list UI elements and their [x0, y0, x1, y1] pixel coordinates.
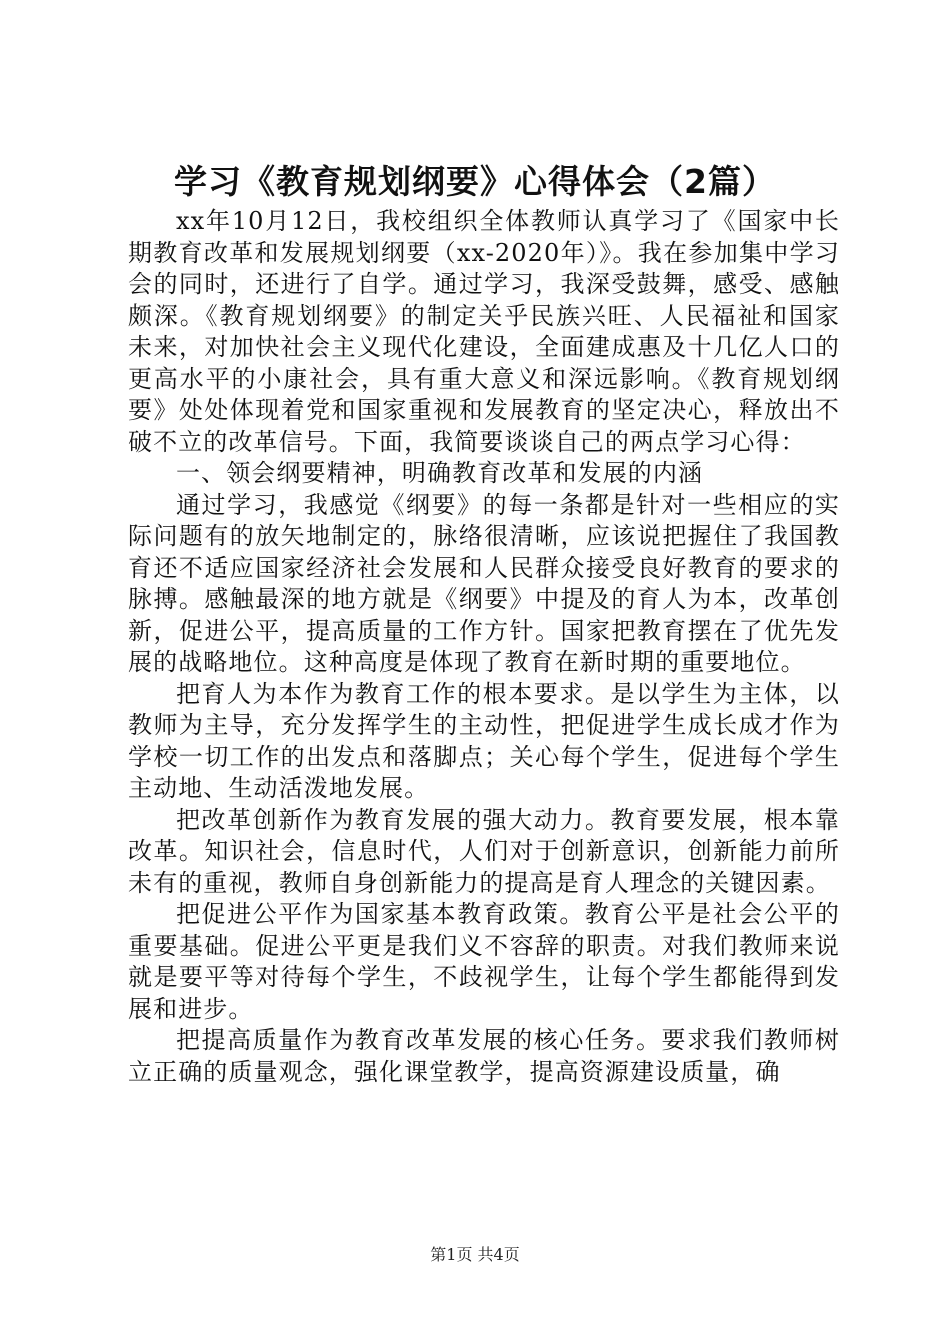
paragraph-tigao-zhiliang: 把提高质量作为教育改革发展的核心任务。要求我们教师树立正确的质量观念，强化课堂教学，提高资源建设质量，确: [128, 1026, 840, 1086]
page-footer: 第1页 共4页: [430, 1245, 520, 1264]
document-title: 学习《教育规划纲要》心得体会（2篇）: [174, 162, 776, 201]
paragraph-yuren-weiben: 把育人为本作为教育工作的根本要求。是以学生为主体，以教师为主导，充分发挥学生的主动性，把促进学生成长成才作为学校一切工作的出发点和落脚点；关心每个学生，促进每个学生主动地、生动活泼地发展。: [128, 679, 840, 802]
paragraph-section-1: 通过学习，我感觉《纲要》的每一条都是针对一些相应的实际问题有的放矢地制定的，脉络很清晰，应该说把握住了我国教育还不适应国家经济社会发展和人民群众接受良好教育的要求的脉搏。感触最深的地方就是《纲要》中提及的育人为本，改革创新，促进公平，提高质量的工作方针。国家把教育摆在了优先发展的战略地位。这种高度是体现了教育在新时期的重要地位。: [128, 490, 840, 676]
paragraph-gaige-chuangxin: 把改革创新作为教育发展的强大动力。教育要发展，根本靠改革。知识社会，信息时代，人们对于创新意识，创新能力前所未有的重视，教师自身创新能力的提高是育人理念的关键因素。: [128, 805, 840, 897]
paragraph-intro: xx年10月12日，我校组织全体教师认真学习了《国家中长期教育改革和发展规划纲要（xx-2020年）》。我在参加集中学习会的同时，还进行了自学。通过学习，我深受鼓舞，感受、感触颇深。《教育规划纲要》的制定关乎民族兴旺、人民福祉和国家未来，对加快社会主义现代化建设，全面建成惠及十几亿人口的更高水平的小康社会，具有重大意义和深远影响。《教育规划纲要》处处体现着党和国家重视和发展教育的坚定决心，释放出不破不立的改革信号。下面，我简要谈谈自己的两点学习心得：: [128, 207, 840, 456]
paragraph-cujin-gongping: 把促进公平作为国家基本教育政策。教育公平是社会公平的重要基础。促进公平更是我们义不容辞的职责。对我们教师来说就是要平等对待每个学生，不歧视学生，让每个学生都能得到发展和进步。: [128, 900, 840, 1023]
document-body: [128, 206, 840, 1088]
section-heading-1: 一、领会纲要精神，明确教育改革和发展的内涵: [176, 459, 704, 487]
